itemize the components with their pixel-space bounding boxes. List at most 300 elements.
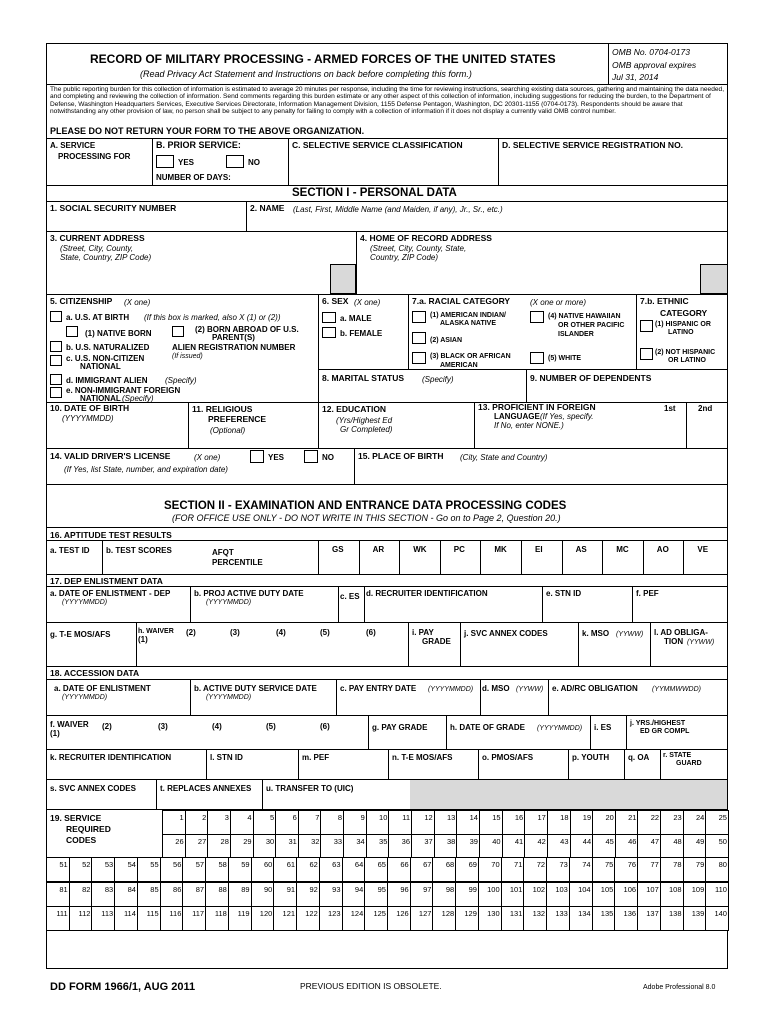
- foreign-language-hint: (If Yes, specify.: [540, 412, 594, 421]
- form-title: RECORD OF MILITARY PROCESSING - ARMED FORCES OF THE UNITED STATES: [90, 52, 556, 66]
- acc-f1-label: (1): [50, 729, 60, 738]
- service-code-cell-72[interactable]: [523, 857, 547, 882]
- service-code-cell-118[interactable]: [205, 906, 229, 931]
- service-code-number: 58: [218, 860, 227, 869]
- female-label: b. FEMALE: [340, 329, 383, 338]
- service-code-number: 120: [259, 909, 273, 918]
- service-code-cell-39[interactable]: [456, 834, 480, 859]
- race-2-box[interactable]: [412, 332, 426, 344]
- naturalized-box[interactable]: [50, 341, 62, 352]
- acc-u-label: u. TRANSFER TO (UIC): [266, 784, 354, 793]
- service-code-cell-18[interactable]: [547, 810, 571, 835]
- service-code-cell-94[interactable]: [342, 882, 366, 907]
- service-code-cell-135[interactable]: [592, 906, 616, 931]
- service-code-cell-59[interactable]: [228, 857, 252, 882]
- service-code-cell-4[interactable]: [230, 810, 254, 835]
- acc-r-label: r. STATE: [663, 752, 692, 759]
- service-code-cell-98[interactable]: [432, 882, 456, 907]
- race-5-box[interactable]: [530, 352, 544, 364]
- acc-e-label: e. AD/RC OBLIGATION: [552, 684, 638, 693]
- service-code-number: 123: [328, 909, 341, 918]
- service-code-number: 71: [514, 860, 523, 869]
- service-code-cell-8[interactable]: [320, 810, 344, 835]
- service-code-cell-134[interactable]: [569, 906, 593, 931]
- service-code-cell-117[interactable]: [182, 906, 206, 931]
- service-code-cell-83[interactable]: [91, 882, 115, 907]
- service-code-number: 135: [600, 909, 614, 918]
- service-code-cell-30[interactable]: [253, 834, 277, 859]
- service-code-cell-70[interactable]: [478, 857, 502, 882]
- service-code-number: 130: [487, 909, 500, 918]
- service-code-cell-65[interactable]: [364, 857, 388, 882]
- service-code-cell-97[interactable]: [410, 882, 434, 907]
- service-code-cell-107[interactable]: [637, 882, 661, 907]
- service-code-cell-17[interactable]: [524, 810, 548, 835]
- acc-o-label: o. PMOS/AFS: [482, 753, 534, 762]
- service-processing-label-2: PROCESSING FOR: [58, 152, 131, 161]
- service-code-number: 19: [582, 813, 592, 822]
- prior-service-no-box[interactable]: [226, 155, 244, 168]
- dep-g-label: g. T-E MOS/AFS: [50, 630, 111, 639]
- service-code-cell-29[interactable]: [230, 834, 254, 859]
- dob-format: (YYYYMMDD): [62, 414, 114, 423]
- return-warning: PLEASE DO NOT RETURN YOUR FORM TO THE ABOVE ORGANIZATION.: [50, 126, 365, 136]
- service-code-cell-126[interactable]: [387, 906, 411, 931]
- service-code-cell-74[interactable]: [569, 857, 593, 882]
- service-code-cell-88[interactable]: [205, 882, 229, 907]
- service-code-cell-5[interactable]: [253, 810, 277, 835]
- service-code-number: 121: [282, 909, 296, 918]
- service-code-cell-128[interactable]: [432, 906, 456, 931]
- service-code-number: 131: [509, 909, 523, 918]
- service-code-number: 73: [559, 860, 568, 869]
- service-code-cell-137[interactable]: [637, 906, 661, 931]
- service-code-number: 109: [691, 885, 705, 894]
- service-code-cell-6[interactable]: [275, 810, 299, 835]
- service-code-cell-110[interactable]: [705, 882, 729, 907]
- religious-label: 11. RELIGIOUS: [192, 404, 253, 414]
- service-code-cell-51[interactable]: [46, 857, 70, 882]
- service-code-number: 112: [78, 909, 91, 918]
- acc-g-label: g. PAY GRADE: [372, 723, 428, 732]
- education-hint-2: Gr Completed): [340, 425, 393, 434]
- service-code-cell-80[interactable]: [705, 857, 729, 882]
- service-code-cell-93[interactable]: [319, 882, 343, 907]
- native-born-label: (1) NATIVE BORN: [85, 329, 152, 338]
- service-code-cell-32[interactable]: [298, 834, 322, 859]
- education-label: 12. EDUCATION: [322, 404, 387, 414]
- service-code-cell-57[interactable]: [182, 857, 206, 882]
- service-code-cell-73[interactable]: [546, 857, 570, 882]
- marital-specify: (Specify): [422, 375, 454, 384]
- service-code-cell-38[interactable]: [434, 834, 458, 859]
- not-hispanic-box[interactable]: [640, 348, 653, 360]
- service-code-cell-121[interactable]: [273, 906, 297, 931]
- service-code-cell-14[interactable]: [456, 810, 480, 835]
- service-code-cell-82[interactable]: [69, 882, 93, 907]
- service-code-cell-31[interactable]: [275, 834, 299, 859]
- service-code-number: 99: [468, 885, 477, 894]
- service-code-cell-90[interactable]: [251, 882, 275, 907]
- service-code-number: 24: [696, 813, 705, 822]
- service-code-cell-37[interactable]: [411, 834, 435, 859]
- service-code-number: 32: [311, 837, 320, 846]
- service-code-number: 21: [628, 813, 637, 822]
- service-code-cell-45[interactable]: [592, 834, 616, 859]
- service-code-cell-84[interactable]: [114, 882, 138, 907]
- service-code-number: 118: [214, 909, 227, 918]
- service-code-cell-78[interactable]: [660, 857, 684, 882]
- native-born-box[interactable]: [66, 326, 78, 337]
- service-code-cell-111[interactable]: [46, 906, 70, 931]
- service-code-cell-43[interactable]: [547, 834, 571, 859]
- dep-w2-label: (2): [186, 628, 196, 637]
- service-code-cell-21[interactable]: [615, 810, 639, 835]
- service-code-cell-50[interactable]: [705, 834, 729, 859]
- service-code-number: 57: [195, 860, 205, 869]
- service-code-cell-7[interactable]: [298, 810, 322, 835]
- hispanic-box[interactable]: [640, 320, 653, 332]
- born-abroad-box[interactable]: [172, 326, 184, 337]
- service-code-cell-119[interactable]: [228, 906, 252, 931]
- acc-q-label: q. OA: [628, 753, 650, 762]
- service-code-number: 122: [305, 909, 318, 918]
- service-code-cell-125[interactable]: [364, 906, 388, 931]
- hispanic-label: (1) HISPANIC OR: [655, 321, 711, 328]
- service-code-number: 117: [192, 909, 205, 918]
- service-code-number: 83: [104, 885, 114, 894]
- female-box[interactable]: [322, 327, 336, 338]
- non-citizen-box[interactable]: [50, 355, 62, 366]
- service-code-number: 2: [202, 813, 207, 822]
- ssn-label: 1. SOCIAL SECURITY NUMBER: [50, 203, 177, 213]
- dep-w3-label: (3): [230, 628, 240, 637]
- service-code-cell-53[interactable]: [91, 857, 115, 882]
- acc-f5-label: (5): [266, 722, 276, 731]
- service-code-cell-96[interactable]: [387, 882, 411, 907]
- service-code-cell-87[interactable]: [182, 882, 206, 907]
- acc-f6-label: (6): [320, 722, 330, 731]
- naturalized-label: b. U.S. NATURALIZED: [66, 343, 150, 352]
- service-code-number: 54: [127, 860, 136, 869]
- acc-b-format: (YYYYMMDD): [206, 694, 252, 701]
- service-code-cell-64[interactable]: [342, 857, 366, 882]
- accession-label: 18. ACCESSION DATA: [50, 668, 140, 678]
- service-code-cell-124[interactable]: [342, 906, 366, 931]
- acc-f3-label: (3): [158, 722, 168, 731]
- service-code-cell-129[interactable]: [455, 906, 479, 931]
- service-code-cell-68[interactable]: [432, 857, 456, 882]
- form-number: DD FORM 1966/1, AUG 2011: [50, 981, 196, 993]
- service-code-cell-41[interactable]: [502, 834, 526, 859]
- service-code-number: 13: [446, 813, 456, 822]
- service-code-cell-131[interactable]: [501, 906, 525, 931]
- omb-number: OMB No. 0704-0173: [612, 47, 690, 57]
- service-code-cell-116[interactable]: [160, 906, 184, 931]
- service-code-number: 28: [220, 837, 229, 846]
- service-code-number: 1: [179, 813, 184, 822]
- service-code-cell-34[interactable]: [343, 834, 367, 859]
- dep-k-format: (YYWW): [616, 631, 644, 638]
- score-ei-label: EI: [535, 545, 543, 554]
- race-4-label-3: ISLANDER: [558, 331, 594, 338]
- service-code-number: 127: [418, 909, 432, 918]
- prior-service-yes-box[interactable]: [156, 155, 174, 168]
- immigrant-alien-box[interactable]: [50, 374, 62, 385]
- service-code-number: 92: [309, 885, 318, 894]
- service-code-number: 56: [173, 860, 182, 869]
- non-citizen-label: c. U.S. NON-CITIZEN: [66, 354, 145, 363]
- acc-e-format: (YYMMWWDD): [652, 686, 701, 693]
- service-code-cell-27[interactable]: [185, 834, 209, 859]
- score-wk-label: WK: [413, 545, 427, 554]
- service-code-cell-71[interactable]: [501, 857, 525, 882]
- service-code-cell-130[interactable]: [478, 906, 502, 931]
- racial-hint: (X one or more): [530, 298, 587, 307]
- service-code-cell-85[interactable]: [137, 882, 161, 907]
- service-code-number: 36: [401, 837, 411, 846]
- score-gs-label: GS: [332, 545, 344, 554]
- service-code-cell-54[interactable]: [114, 857, 138, 882]
- service-code-cell-48[interactable]: [660, 834, 684, 859]
- service-code-cell-122[interactable]: [296, 906, 320, 931]
- non-immigrant-specify: (Specify): [122, 394, 154, 403]
- dep-i-label: i. PAY: [412, 628, 434, 637]
- dl-yes-label: YES: [268, 453, 285, 462]
- service-code-cell-139[interactable]: [683, 906, 707, 931]
- service-code-cell-9[interactable]: [343, 810, 367, 835]
- service-code-cell-109[interactable]: [683, 882, 707, 907]
- prior-service-yes-label: YES: [178, 158, 195, 167]
- citizenship-a-box[interactable]: [50, 311, 62, 322]
- selective-service-class-label: C. SELECTIVE SERVICE CLASSIFICATION: [292, 140, 463, 150]
- service-code-number: 70: [491, 860, 500, 869]
- service-code-number: 3: [224, 813, 229, 822]
- service-code-number: 129: [464, 909, 477, 918]
- service-code-cell-79[interactable]: [683, 857, 707, 882]
- immigrant-specify: (Specify): [165, 376, 197, 385]
- service-code-cell-91[interactable]: [273, 882, 297, 907]
- sex-label: 6. SEX: [322, 296, 349, 306]
- service-code-cell-49[interactable]: [683, 834, 707, 859]
- service-code-cell-23[interactable]: [660, 810, 684, 835]
- service-code-number: 43: [560, 837, 569, 846]
- marital-status-label: 8. MARITAL STATUS: [322, 373, 405, 383]
- service-code-cell-26[interactable]: [162, 834, 186, 859]
- service-code-number: 111: [56, 909, 68, 918]
- service-code-cell-1[interactable]: [162, 810, 186, 835]
- service-code-cell-47[interactable]: [637, 834, 661, 859]
- service-code-cell-40[interactable]: [479, 834, 503, 859]
- service-code-cell-22[interactable]: [637, 810, 661, 835]
- service-code-number: 114: [123, 909, 136, 918]
- foreign-language-label: 13. PROFICIENT IN FOREIGN: [478, 402, 596, 412]
- place-of-birth-hint: (City, State and Country): [460, 453, 548, 462]
- alien-reg-label: ALIEN REGISTRATION NUMBER: [172, 343, 296, 352]
- test-scores-label: b. TEST SCORES: [106, 546, 172, 555]
- service-code-cell-99[interactable]: [455, 882, 479, 907]
- dl-yes-box[interactable]: [250, 450, 264, 463]
- dependents-label: 9. NUMBER OF DEPENDENTS: [530, 373, 652, 383]
- service-code-cell-61[interactable]: [273, 857, 297, 882]
- service-code-number: 17: [537, 813, 546, 822]
- service-code-number: 8: [337, 813, 343, 822]
- name-hint: (Last, First, Middle Name (and Maiden, if any), Jr., Sr., etc.): [293, 205, 503, 214]
- service-code-number: 46: [628, 837, 637, 846]
- service-code-number: 96: [400, 885, 409, 894]
- dep-h-label: h. WAIVER: [138, 628, 174, 635]
- service-code-cell-102[interactable]: [523, 882, 547, 907]
- service-code-cell-56[interactable]: [160, 857, 184, 882]
- service-code-number: 104: [578, 885, 591, 894]
- service-code-number: 27: [197, 837, 207, 846]
- section-1-title: SECTION I - PERSONAL DATA: [292, 187, 457, 199]
- dep-w1-label: (1): [138, 635, 148, 644]
- race-4-box[interactable]: [530, 311, 544, 323]
- service-code-cell-13[interactable]: [434, 810, 458, 835]
- service-code-number: 110: [715, 885, 727, 894]
- home-of-record-label: 4. HOME OF RECORD ADDRESS: [360, 233, 492, 243]
- service-code-cell-36[interactable]: [388, 834, 412, 859]
- service-code-cell-42[interactable]: [524, 834, 548, 859]
- service-code-cell-12[interactable]: [411, 810, 435, 835]
- service-code-cell-108[interactable]: [660, 882, 684, 907]
- service-code-number: 55: [150, 860, 159, 869]
- service-code-cell-114[interactable]: [114, 906, 138, 931]
- dep-a-label: a. DATE OF ENLISTMENT - DEP: [50, 589, 171, 598]
- service-code-cell-60[interactable]: [251, 857, 275, 882]
- dep-a-format: (YYYYMMDD): [62, 599, 108, 606]
- service-code-cell-140[interactable]: [705, 906, 729, 931]
- acc-a-label: a. DATE OF ENLISTMENT: [54, 684, 151, 693]
- adobe-version: Adobe Professional 8.0: [643, 984, 716, 991]
- service-code-cell-66[interactable]: [387, 857, 411, 882]
- race-3-box[interactable]: [412, 352, 426, 364]
- service-code-cell-127[interactable]: [410, 906, 434, 931]
- dep-b-label: b. PROJ ACTIVE DUTY DATE: [194, 589, 304, 598]
- service-code-cell-10[interactable]: [366, 810, 390, 835]
- service-code-number: 62: [309, 860, 318, 869]
- service-code-cell-11[interactable]: [388, 810, 412, 835]
- service-code-number: 29: [243, 837, 252, 846]
- service-code-cell-46[interactable]: [615, 834, 639, 859]
- service-code-number: 4: [247, 813, 252, 822]
- selective-service-reg-label: D. SELECTIVE SERVICE REGISTRATION NO.: [502, 140, 684, 150]
- service-code-cell-138[interactable]: [660, 906, 684, 931]
- service-code-cell-101[interactable]: [501, 882, 525, 907]
- race-4-label-2: OR OTHER PACIFIC: [558, 322, 625, 329]
- non-immigrant-box[interactable]: [50, 387, 62, 398]
- service-code-number: 20: [605, 813, 614, 822]
- service-code-number: 47: [650, 837, 660, 846]
- service-code-cell-100[interactable]: [478, 882, 502, 907]
- service-code-cell-106[interactable]: [614, 882, 638, 907]
- first-language-label: 1st: [664, 404, 676, 413]
- born-abroad-label: (2) BORN ABROAD OF U.S.: [195, 325, 299, 334]
- service-code-cell-44[interactable]: [570, 834, 594, 859]
- score-ar-label: AR: [372, 545, 385, 554]
- service-code-number: 72: [536, 860, 546, 869]
- service-code-cell-105[interactable]: [592, 882, 616, 907]
- service-code-cell-123[interactable]: [319, 906, 343, 931]
- service-code-number: 66: [400, 860, 409, 869]
- service-code-cell-25[interactable]: [705, 810, 729, 835]
- service-code-cell-95[interactable]: [364, 882, 388, 907]
- service-code-number: 63: [332, 860, 341, 869]
- service-code-cell-33[interactable]: [320, 834, 344, 859]
- service-code-cell-58[interactable]: [205, 857, 229, 882]
- service-code-cell-15[interactable]: [479, 810, 503, 835]
- service-code-cell-2[interactable]: [185, 810, 209, 835]
- service-code-cell-120[interactable]: [251, 906, 275, 931]
- service-code-cell-62[interactable]: [296, 857, 320, 882]
- service-code-number: 40: [492, 837, 501, 846]
- service-code-cell-69[interactable]: [455, 857, 479, 882]
- service-code-cell-67[interactable]: [410, 857, 434, 882]
- service-code-cell-75[interactable]: [592, 857, 616, 882]
- service-code-cell-3[interactable]: [207, 810, 231, 835]
- acc-c-label: c. PAY ENTRY DATE: [340, 684, 417, 693]
- service-code-cell-35[interactable]: [366, 834, 390, 859]
- score-pc-label: PC: [453, 545, 465, 554]
- service-code-number: 39: [469, 837, 478, 846]
- service-code-number: 14: [469, 813, 478, 822]
- service-code-cell-89[interactable]: [228, 882, 252, 907]
- service-code-cell-55[interactable]: [137, 857, 161, 882]
- service-code-number: 16: [514, 813, 524, 822]
- service-code-number: 67: [423, 860, 432, 869]
- service-code-cell-63[interactable]: [319, 857, 343, 882]
- service-code-cell-136[interactable]: [614, 906, 638, 931]
- score-mk-label: MK: [494, 545, 507, 554]
- service-code-number: 125: [373, 909, 386, 918]
- acc-f-label: f. WAIVER: [50, 720, 89, 729]
- acc-b-label: b. ACTIVE DUTY SERVICE DATE: [194, 684, 317, 693]
- service-code-cell-20[interactable]: [592, 810, 616, 835]
- race-1-box[interactable]: [412, 311, 426, 323]
- drivers-license-label: 14. VALID DRIVER'S LICENSE: [50, 451, 171, 461]
- service-code-cell-92[interactable]: [296, 882, 320, 907]
- service-code-cell-28[interactable]: [207, 834, 231, 859]
- service-code-number: 84: [127, 885, 136, 894]
- service-code-cell-112[interactable]: [69, 906, 93, 931]
- place-of-birth-label: 15. PLACE OF BIRTH: [358, 451, 444, 461]
- citizenship-a-label: a. U.S. AT BIRTH: [66, 313, 130, 322]
- number-of-days-label: NUMBER OF DAYS:: [156, 173, 231, 182]
- service-code-number: 48: [673, 837, 682, 846]
- dl-no-box[interactable]: [304, 450, 318, 463]
- service-processing-label: A. SERVICE: [50, 141, 96, 150]
- service-code-cell-133[interactable]: [546, 906, 570, 931]
- service-code-cell-19[interactable]: [570, 810, 594, 835]
- service-code-cell-104[interactable]: [569, 882, 593, 907]
- service-code-number: 30: [265, 837, 275, 846]
- service-code-cell-52[interactable]: [69, 857, 93, 882]
- male-box[interactable]: [322, 312, 336, 323]
- service-code-cell-113[interactable]: [91, 906, 115, 931]
- service-code-cell-103[interactable]: [546, 882, 570, 907]
- service-code-cell-132[interactable]: [523, 906, 547, 931]
- score-ao-label: AO: [656, 545, 669, 554]
- service-code-cell-24[interactable]: [683, 810, 707, 835]
- service-code-cell-86[interactable]: [160, 882, 184, 907]
- service-code-cell-115[interactable]: [137, 906, 161, 931]
- service-code-cell-16[interactable]: [502, 810, 526, 835]
- service-code-cell-77[interactable]: [637, 857, 661, 882]
- service-code-number: 41: [514, 837, 524, 846]
- service-code-cell-76[interactable]: [614, 857, 638, 882]
- service-code-cell-81[interactable]: [46, 882, 70, 907]
